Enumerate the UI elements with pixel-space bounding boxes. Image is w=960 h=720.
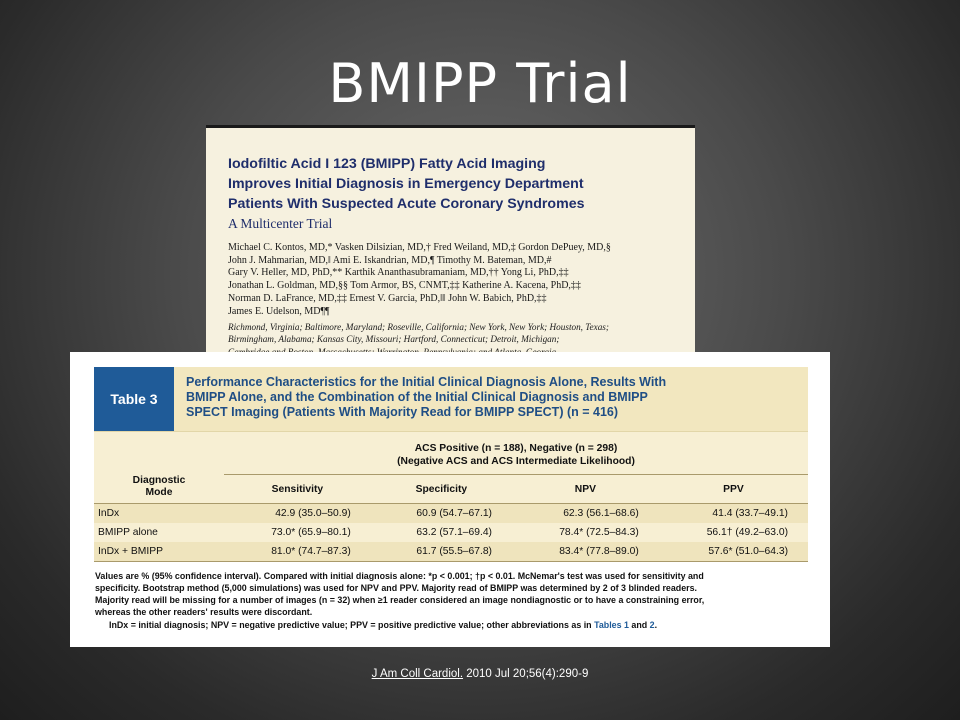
citation [0,668,960,680]
table-footnotes: Values are % (95% confidence interval). Compared with initial diagnosis alone: *p < 0.001; †p < 0.01. McNemar's test was used for sensitivity and specificity. Bootstrap method (5,000 simulations) was used for NPV and PPV. Majority read of BMIPP was determined by 2 of 3 blinded readers. Majority read will be missing for a number of images (n = 32) when ≥1 reader considered an image nondiagnostic or to have a constraining error, whereas the other readers' results were discordant. InDx = initial diagnosis; NPV = negative predictive value; PPV = positive predictive value; other abbreviations as in Tables 1 and 2. [94,562,808,631]
table-cell: 73.0* (65.9–80.1) [271,526,351,538]
table-label: Table 3 [94,367,174,431]
paper-excerpt [206,125,695,357]
table-cell: 41.4 (33.7–49.1) [712,507,788,519]
table-row [94,523,808,542]
row-header: Diagnostic Mode [94,475,224,504]
journal-link[interactable]: J Am Coll Cardiol. [371,668,464,680]
paper-title: Iodofiltic Acid I 123 (BMIPP) Fatty Acid Imaging Improves Initial Diagnosis in Emergency Department Patients With Suspected Acute Coronary Syndromes [228,156,585,212]
table-card [70,352,830,647]
tables-1-link[interactable]: Tables 1 [594,619,629,630]
table-cell: 60.9 (54.7–67.1) [416,507,492,519]
spanning-header: ACS Positive (n = 188), Negative (n = 298) (Negative ACS and ACS Intermediate Likelihood) [224,432,808,475]
table-cell: 56.1† (49.2–63.0) [706,526,788,538]
table-2-link[interactable]: 2 [649,619,655,630]
table-body [94,431,808,562]
table-row [94,503,808,523]
table-cell: InDx [98,507,120,519]
table-cell: 42.9 (35.0–50.9) [275,507,351,519]
paper-affiliations: Richmond, Virginia; Baltimore, Maryland; Roseville, California; New York, New York; Houston, Texas; Birmingham, Alabama; Kansas City, Missouri; Hartford, Connecticut; Detroit, Michigan; [228,322,609,345]
table-cell: BMIPP alone [98,526,158,538]
abbreviations-note: InDx = initial diagnosis; NPV = negative predictive value; PPV = positive predictive value; other abbreviations as in Tables 1 and 2. [109,619,658,630]
table-cell: 78.4* (72.5–84.3) [559,526,639,538]
paper-subtitle: A Multicenter Trial [228,216,333,231]
column-header: Sensitivity [224,475,371,504]
column-header: PPV [659,475,808,504]
table-header [94,367,808,431]
citation-details: 2010 Jul 20;56(4):290-9 [463,668,589,680]
table-cell: 57.6* (51.0–64.3) [659,542,808,562]
table-cell: 62.3 (56.1–68.6) [563,507,639,519]
table-cell: 61.7 (55.5–67.8) [371,542,512,562]
table-cell: 63.2 (57.1–69.4) [416,526,492,538]
slide-title: BMIPP Trial [328,52,632,115]
column-header: NPV [512,475,659,504]
paper-authors: Michael C. Kontos, MD,* Vasken Dilsizian, MD,† Fred Weiland, MD,‡ Gordon DePuey, MD,§ John J. Mahmarian, MD,‖ Ami E. Iskandrian, MD,¶ Timothy M. Bateman, MD,# Gary V. Heller, MD, PhD,** Karthik Ananthasubramaniam, MD,†† Yong Li, PhD,‡‡ Jonathan L. Goldman, MD,§§ Tom Armor, BS, CNMT,‡‡ Katherine A. Kacena, PhD,‡‡ Norman D. LaFrance, MD,‡‡ Ernest V. Garcia, PhD,‖‖ John W. Babich, PhD,‡‡ James E. Udelson, MD¶¶ [228,242,611,317]
table-row [94,542,808,562]
table-cell: InDx + BMIPP [94,542,224,562]
column-header: Specificity [371,475,512,504]
table-cell: 83.4* (77.8–89.0) [512,542,659,562]
table-cell: 81.0* (74.7–87.3) [224,542,371,562]
table-caption: Performance Characteristics for the Initial Clinical Diagnosis Alone, Results With BMIPP Alone, and the Combination of the Initial Clinical Diagnosis and BMIPP SPECT Imaging (Patients With Majority Read for BMIPP SPECT) (n = 416) [174,367,808,431]
performance-table [94,432,808,562]
